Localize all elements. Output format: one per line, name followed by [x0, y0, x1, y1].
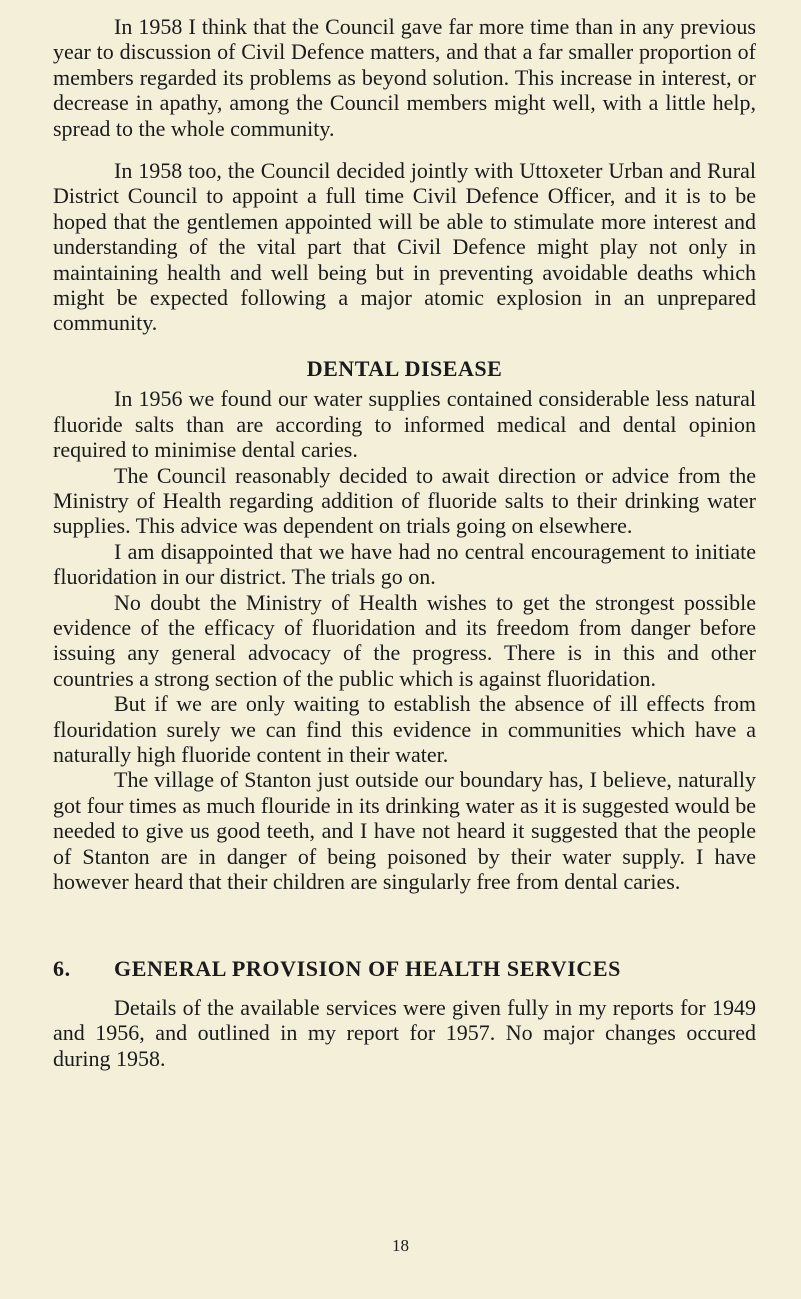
- paragraph-ministry-evidence: No doubt the Ministry of Health wishes to get the strongest possible evidence of the efficacy of fluoridation and its freedom from danger before issuing any general advocacy of the progress. There is in this and other countries a strong section of the public which is against fluoridation.: [53, 589, 756, 691]
- document-page: [53, 14, 756, 1071]
- paragraph-ill-effects: But if we are only waiting to establish the absence of ill effects from flouridation surely we can find this evidence in communities which have a naturally high fluoride content in their water.: [53, 691, 756, 767]
- paragraph-ministry-advice: The Council reasonably decided to await direction or advice from the Ministry of Health regarding addition of fluoride salts to their drinking water supplies. This advice was dependent on trials going on elsewhere.: [53, 462, 756, 539]
- section-6-number: 6.: [53, 956, 71, 982]
- page-number: 18: [392, 1236, 409, 1255]
- section-6-title: GENERAL PROVISION OF HEALTH SERVICES: [114, 956, 621, 982]
- paragraph-disappointment: I am disappointed that we have had no central encouragement to initiate fluoridation in our district. The trials go on.: [53, 538, 756, 590]
- paragraph-civil-defence-interest: In 1958 I think that the Council gave far more time than in any previous year to discussion of Civil Defence matters, and that a far smaller proportion of members regarded its problems as beyond solution. This increase in interest, or decrease in apathy, among the Council members might well, with a little help, spread to the whole community.: [53, 14, 756, 141]
- paragraph-civil-defence-officer: In 1958 too, the Council decided jointly with Uttoxeter Urban and Rural District Council to appoint a full time Civil Defence Officer, and it is to be hoped that the gentlemen appointed will be able to stimulate more interest and understanding of the vital part that Civil Defence might play not only in maintaining health and well being but in preventing avoidable deaths which might be expected following a major atomic explosion in an unprepared community.: [53, 158, 756, 336]
- section-6-heading: [53, 956, 756, 981]
- dental-disease-heading: DENTAL DISEASE: [306, 355, 503, 381]
- paragraph-natural-fluoride: In 1956 we found our water supplies contained considerable less natural fluoride salts than are according to informed medical and dental opinion required to minimise dental caries.: [53, 386, 756, 463]
- paragraph-stanton: The village of Stanton just outside our boundary has, I believe, naturally got four times as much flouride in its drinking water as it is suggested would be needed to give us good teeth, and I have not heard it suggested that the people of Stanton are in danger of being poisoned by their water supply. I have however heard that their children are singularly free from dental caries.: [53, 767, 756, 894]
- paragraph-health-services: Details of the available services were given fully in my reports for 1949 and 1956, and outlined in my report for 1957. No major changes occured during 1958.: [53, 994, 756, 1071]
